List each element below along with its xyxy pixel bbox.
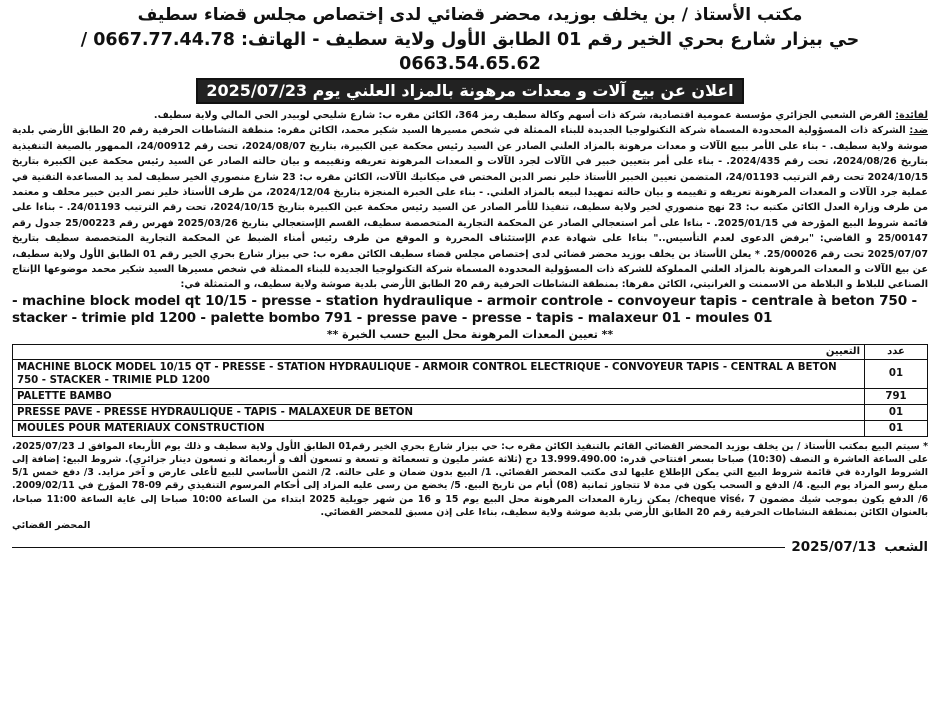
office-header: مكتب الأستاذ / بن يخلف بوزيد، محضر قضائي لدى إختصاص مجلس قضاء سطيف (137, 5, 803, 25)
table-row (13, 420, 928, 436)
sale-conditions-text: * سيتم البيع بمكتب الأستاذ / بن يخلف بوزيد المحضر القضائي القائم بالتنفيذ الكائن مقره ب: حي بيزار شارع بحري الخير رقم01 الطابق الأول ولاية سطيف و ذلك يوم الأربعاء الموافق لـ 2025/07/23، على الساعة العاشرة و النصف (10:30) صباحا بسعر افتتاحي قدره: 13.999.490.00 دج (ثلاثة عشر مليون و تسعمائة و تسعة و تسعون ألف و أربعمائة و تسعون دينار جزائري). شروط البيع: إضافة إلى الشروط الواردة في قائمة شروط البيع التي يمكن الإطلاع عليها لدى مكتب المحضر القضائي. 1/ البيع بدون ضمان و على حالته. 2/ الثمن الأساسي للبيع لأعلى عارض و آخر مزايد. 3/ دفع خمس 5/1 مبلغ رسو المزاد يوم البيع. 4/ الدفع و السحب يكون في مدة لا تتجاوز ثمانية (08) أيام من تاريخ البيع. 5/ يخضع من رسى عليه المزاد إلى أحكام المرسوم التنفيذي رقم 09-78 المؤرخ في 2009/02/11. 6/ الدفع يكون بموجب شيك مضمون cheque visé، 7/ يمكن زيارة المعدات المرهونة محل البيع يوم 15 و 16 من شهر جويلية 2025 ابتداء من الساعة 10:00 صباحا إلى غاية الساعة 11:00 صباحا، بالعنوان الكائن بمنطقة النشاطات الحرفية رقم 20 الطابق الأرضي بلدية صوشة ولاية سطيف، بناءا على إذن مسبق للمحضر القضائي. (12, 440, 929, 518)
row-desc: MACHINE BLOCK MODEL 10/15 QT - PRESSE - STATION HYDRAULIQUE - ARMOIR CONTROL ELECTRIQUE - CONVOYEUR TAPIS - CENTRAL A BETON 750 - STACKER - TRIMIE PLD 1200 (13, 359, 865, 388)
desc-header: التعيين (13, 344, 865, 359)
office-address: حي بيزار شارع بحري الخير رقم 01 الطابق الأول ولاية سطيف - الهاتف: 0667.77.44.78 / 0663.54.65.62 (80, 30, 860, 74)
table-title: ** تعيين المعدات المرهونة محل البيع حسب الخبرة ** (326, 327, 614, 341)
row-desc: PRESSE PAVE - PRESSE HYDRAULIQUE - TAPIS - MALAXEUR DE BETON (13, 404, 865, 420)
equipment-table (12, 344, 928, 437)
beneficiary-text: القرض الشعبي الجزائري مؤسسة عمومية اقتصادية، شركة ذات أسهم وكالة سطيف رمز 364، الكائن مقره ب: شارع شليحي لوبيدر الحي المالي ولاية سطيف. (153, 110, 892, 121)
table-row (13, 388, 928, 404)
against-label: ضد: (909, 125, 928, 137)
table-row (13, 404, 928, 420)
row-qty: 01 (865, 404, 928, 420)
row-qty: 791 (865, 388, 928, 404)
beneficiary-paragraph (12, 108, 928, 123)
divider (12, 547, 785, 548)
newspaper-name: الشعب (884, 539, 928, 555)
qty-header: عدد (865, 344, 928, 359)
banner-wrap (12, 78, 928, 104)
signature: المحضر القضائي (12, 520, 91, 532)
against-text: الشركة ذات المسؤولية المحدودة المسماة شركة التكنولوجيا الجديدة للبناء الممثلة في شخص مسيرها السيد شكير محمد، الكائن مقره: منطقة النشاطات الحرفية رقم 20 الطابق الأرضي بلدية صوشة ولاية سطيف. - بناء على الأمر ببيع الآلات و معدات مرهونة بالمزاد العلني الصادر عن السيد رئيس محكمة عين الكبيرة، بتاريخ 2024/08/07، تحت رقم 24/00912، الممهور بالصيغة التنفيذية بتاريخ 2024/08/26، تحت رقم 2024/435. - بناء على أمر بتعيين خبير في الآلات لجرد الآلات و المعدات المرهونة تعريفه وتقييمه و بيان حالته الصادر عن السيد رئيس محكمة عين الكبيرة بتاريخ 2024/10/15 تحت رقم الترتيب 24/01193، المتضمن تعيين الخبير الأستاذ خلير نصر الدين المختص في ميكانيك الآلات، الكائن مقره ب: 23 شارع منصوري الخير سطيف لمد يد المساعدة التقنية في عملية جرد الآلات و المعدات المرهونة تعريفه و تقييمه و بيان حالته تمهيدا لبيعه بالمزاد العلني. - بناء على الخبرة المنجزة بتاريخ 2024/12/04، من طرف الأستاذ خلير نصر الدين خبير محلف و معتمد من طرف وزارة العدل الكائن مكتبه ب: 23 نهج منصوري لخير ولاية سطيف، تنفيذا للأمر الصادر عن السيد رئيس محكمة عين الكبيرة بتاريخ 2024/10/15، تحت رقم الترتيب 24/01193. - بناءا على قائمة شروط البيع المؤرخة في 2025/01/15. - بناءا على أمر استعجالي الصادر عن المحكمة التجارية المتخصصة سطيف، القسم الإستعجالي بتاريخ 2025/03/26 فهرس رقم 25/00223 جدول رقم 25/00147 و القاضي: "برفض الدعوى لعدم التأسيس.." بناءا على شهادة عدم الإستئناف المحررة و الموقع من طرف رئيس أمناء الضبط عن المحكمة التجارية المتخصصة سطيف بتاريخ 2025/07/07 تحت رقم 25/00026. * يعلن الأستاذ بن يخلف بوزيد محضر قضائي لدى إختصاص مجلس قضاء سطيف الكائن مقره ب: حي بيزار شارع بحري الخير رقم 01 الطابق الأول ولاية سطيف، عن بيع الآلات و المعدات المرهونة بالمزاد العلني المملوكة للشركة ذات المسؤولية المحدودة المسماة شركة التكنولوجيا الجديدة للبناء الممثلة في شخص مسيرها السيد شكير محمد موضوعها الإنتاج الصناعي للبلاط و البلاطة من الاسمنت و الغرانيتي، الكائن مقرها: بمنطقة النشاطات الحرفية رقم 20 الطابق الأرضي بلدية صوشة ولاية سطيف، و المتمثلة في: (12, 125, 929, 291)
publication-date: 2025/07/13 (791, 539, 877, 556)
against-paragraph (12, 123, 928, 292)
equipment-list: - machine block model qt 10/15 - presse - station hydraulique - armoir controle - convoyeur tapis - centrale à beton 750 - stacker - trimie pld 1200 - palette bombo 791 - presse pave - presse - tapis - malaxeur 01 - moules 01 (12, 292, 917, 326)
table-row (13, 359, 928, 388)
sale-conditions (12, 440, 928, 519)
row-qty: 01 (865, 420, 928, 436)
row-desc: MOULES POUR MATERIAUX CONSTRUCTION (13, 420, 865, 436)
row-desc: PALETTE BAMBO (13, 388, 865, 404)
notice-body (12, 108, 928, 293)
notice-banner: اعلان عن بيع آلات و معدات مرهونة بالمزاد العلني يوم 2025/07/23 (196, 78, 743, 104)
beneficiary-label: لفائدة: (895, 110, 928, 121)
table-header-row (13, 344, 928, 359)
auction-notice (12, 4, 928, 709)
publication-line (12, 539, 928, 555)
row-qty: 01 (865, 359, 928, 388)
